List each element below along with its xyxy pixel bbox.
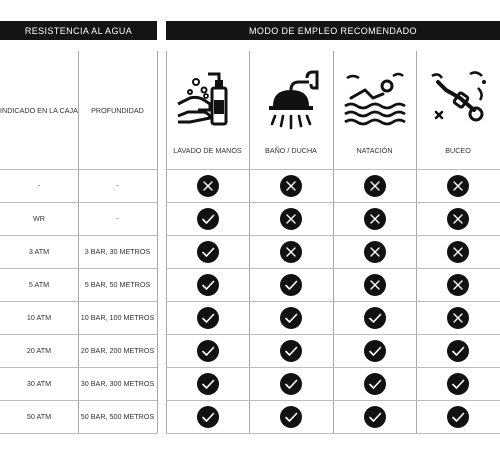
cell-indicated: 5 ATM bbox=[28, 280, 50, 289]
cross-mark-icon bbox=[447, 241, 469, 263]
cross-mark-icon bbox=[447, 307, 469, 329]
grid-hline bbox=[166, 301, 500, 302]
cross-mark-icon bbox=[197, 175, 219, 197]
grid-hline bbox=[0, 433, 157, 434]
grid-hline bbox=[166, 235, 500, 236]
use-label: NATACIÓN bbox=[356, 145, 393, 155]
grid-hline bbox=[166, 367, 500, 368]
cell-indicated: 50 ATM bbox=[26, 412, 52, 421]
cell-indicated: 10 ATM bbox=[26, 313, 52, 322]
check-mark-icon bbox=[364, 307, 386, 329]
cell-depth: 50 BAR, 500 METROS bbox=[80, 412, 155, 421]
check-mark-icon bbox=[197, 373, 219, 395]
cross-mark-icon bbox=[364, 241, 386, 263]
cell-depth: - bbox=[116, 181, 119, 190]
check-mark-icon bbox=[364, 373, 386, 395]
grid-hline bbox=[166, 202, 500, 203]
cross-mark-icon bbox=[364, 175, 386, 197]
grid-hline bbox=[166, 169, 500, 170]
use-label: LAVADO DE MANOS bbox=[173, 145, 242, 155]
cell-depth: 10 BAR, 100 METROS bbox=[80, 313, 155, 322]
check-mark-icon bbox=[447, 340, 469, 362]
header-water-resistance-label: RESISTENCIA AL AGUA bbox=[24, 25, 133, 36]
header-recommended-use-label: MODO DE EMPLEO RECOMENDADO bbox=[249, 25, 417, 36]
cell-indicated: 30 ATM bbox=[26, 379, 52, 388]
header-water-resistance bbox=[0, 21, 157, 40]
check-mark-icon bbox=[447, 373, 469, 395]
cross-mark-icon bbox=[280, 241, 302, 263]
check-mark-icon bbox=[197, 406, 219, 428]
check-mark-icon bbox=[197, 274, 219, 296]
cell-depth: 3 BAR, 30 METROS bbox=[84, 247, 151, 256]
check-mark-icon bbox=[364, 406, 386, 428]
column-header-depth: PROFUNDIDAD bbox=[91, 105, 144, 115]
cross-mark-icon bbox=[447, 274, 469, 296]
cell-depth: 20 BAR, 200 METROS bbox=[80, 346, 155, 355]
cross-mark-icon bbox=[280, 175, 302, 197]
grid-vline bbox=[157, 51, 158, 433]
swimmer-icon bbox=[333, 63, 416, 137]
check-mark-icon bbox=[280, 406, 302, 428]
hand-washing-icon bbox=[166, 63, 249, 137]
cell-depth: 5 BAR, 50 METROS bbox=[84, 280, 151, 289]
check-mark-icon bbox=[280, 340, 302, 362]
check-mark-icon bbox=[447, 406, 469, 428]
shower-icon bbox=[249, 63, 333, 137]
use-label: BUCEO bbox=[445, 145, 471, 155]
cell-depth: 30 BAR, 300 METROS bbox=[80, 379, 155, 388]
cross-mark-icon bbox=[364, 208, 386, 230]
grid-hline bbox=[166, 400, 500, 401]
header-recommended-use bbox=[166, 21, 500, 40]
check-mark-icon bbox=[280, 307, 302, 329]
use-label: BAÑO / DUCHA bbox=[265, 145, 317, 155]
check-mark-icon bbox=[280, 373, 302, 395]
grid-hline bbox=[166, 433, 500, 434]
grid-hline bbox=[166, 268, 500, 269]
cell-indicated: 20 ATM bbox=[26, 346, 52, 355]
cross-mark-icon bbox=[364, 274, 386, 296]
check-mark-icon bbox=[197, 307, 219, 329]
check-mark-icon bbox=[197, 241, 219, 263]
cell-indicated: 3 ATM bbox=[28, 247, 50, 256]
diver-icon bbox=[416, 63, 500, 137]
grid-hline bbox=[166, 334, 500, 335]
cell-indicated: WR bbox=[33, 214, 45, 223]
cell-indicated: - bbox=[37, 181, 41, 190]
cross-mark-icon bbox=[280, 208, 302, 230]
check-mark-icon bbox=[280, 274, 302, 296]
column-header-indicated: INDICADO EN LA CAJA bbox=[0, 105, 78, 115]
check-mark-icon bbox=[364, 340, 386, 362]
cross-mark-icon bbox=[447, 175, 469, 197]
cell-depth: - bbox=[116, 214, 119, 223]
check-mark-icon bbox=[197, 340, 219, 362]
cross-mark-icon bbox=[447, 208, 469, 230]
check-mark-icon bbox=[197, 208, 219, 230]
